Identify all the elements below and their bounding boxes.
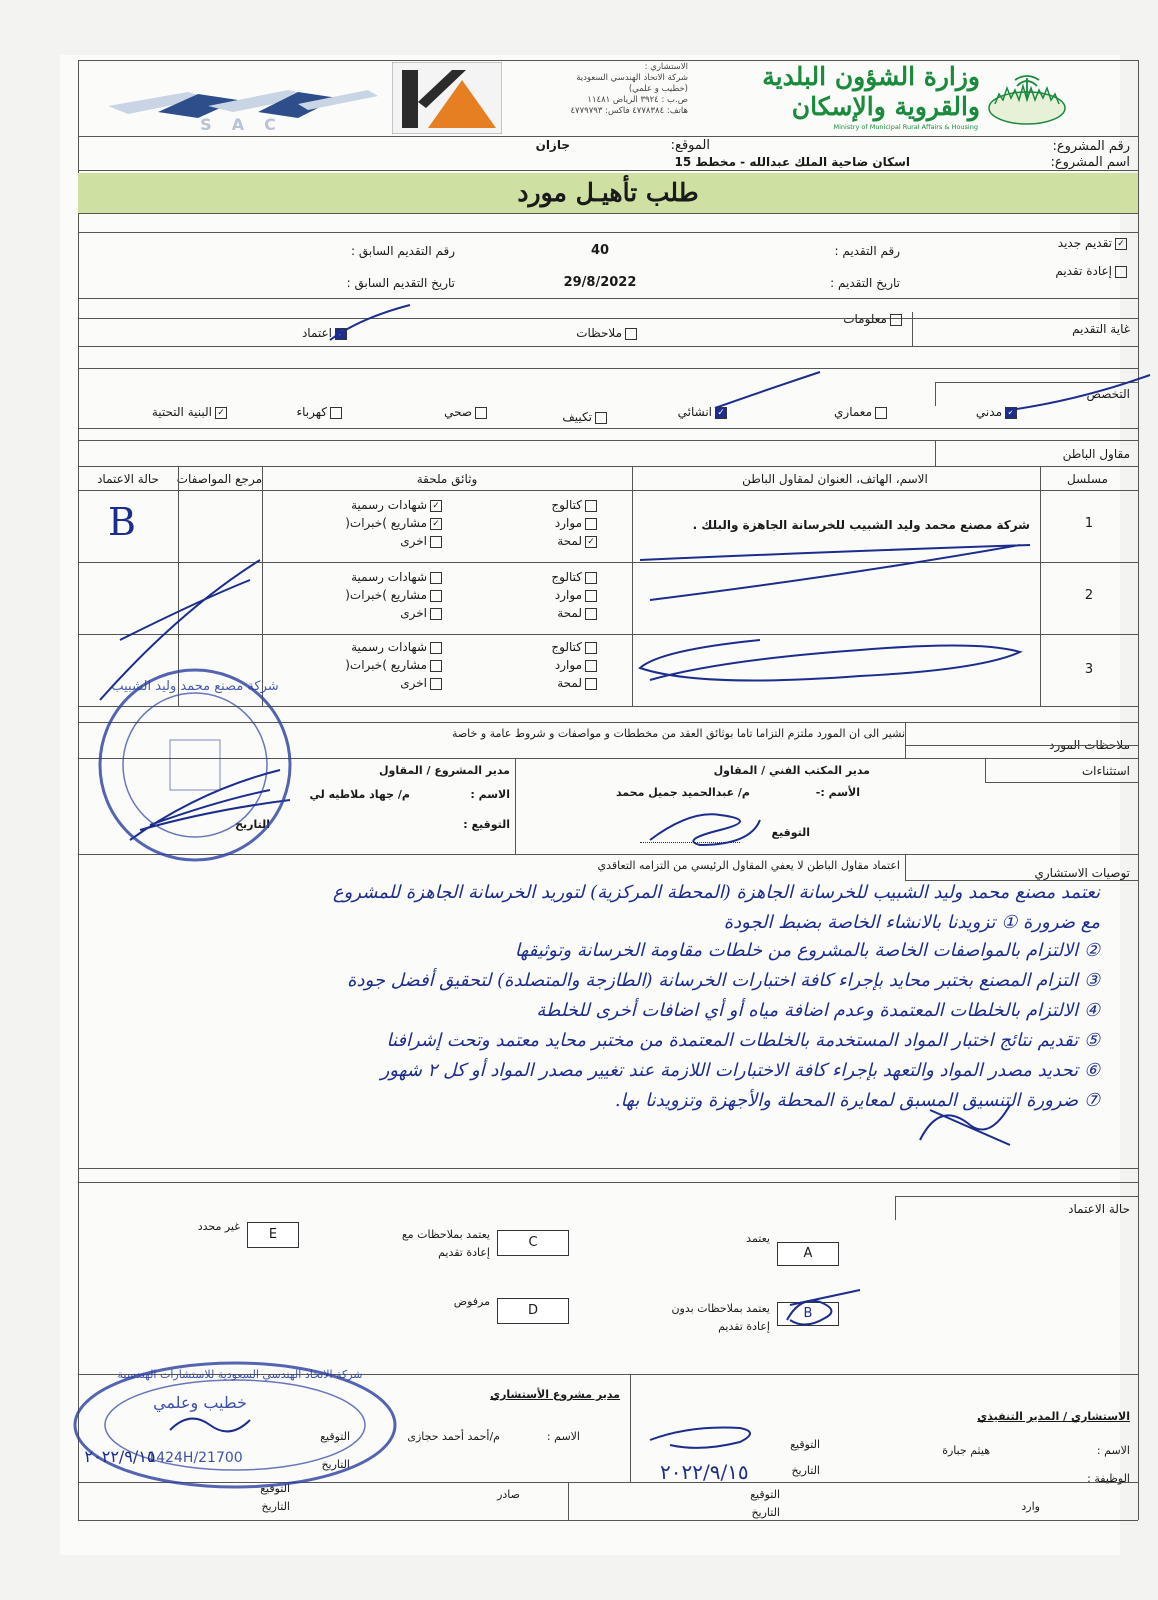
- handwritten-line-5: ④ الالتزام بالخلطات المعتمدة وعدم اضافة مياه أو أي اضافات أخرى للخلطة: [536, 1000, 1100, 1021]
- pm-name: م/ جهاد ملاطيه لي: [309, 788, 410, 801]
- status-c-text2: إعادة تقديم: [438, 1246, 490, 1259]
- status-box-b[interactable]: B: [777, 1302, 839, 1326]
- doc-overview-label: لمحة: [557, 534, 582, 548]
- consultant-line: الاستشاري :: [644, 62, 688, 72]
- consultant-stamp-signature: [170, 1419, 250, 1432]
- doc-projects-checkbox[interactable]: ✓: [430, 518, 442, 530]
- consultant-stamp-number: 1424H/21700: [147, 1450, 243, 1466]
- prev-submission-number-label: رقم التقديم السابق :: [350, 244, 455, 258]
- project-number-label: رقم المشروع:: [1052, 139, 1130, 154]
- doc-resources-label: موارد: [554, 516, 582, 530]
- footer-outgoing: صادر: [497, 1488, 520, 1501]
- status-a-text: يعتمد: [746, 1232, 770, 1245]
- project-name: اسكان ضاحية الملك عبدالله - مخطط 15: [674, 155, 910, 169]
- exec-name-label: الاسم :: [1096, 1444, 1130, 1457]
- spec-infrastructure-checkbox[interactable]: ✓: [215, 407, 227, 419]
- status-d-text: مرفوض: [453, 1295, 490, 1308]
- footer-outgoing-date: التاريخ: [261, 1500, 290, 1513]
- consultant-stamp-inner: خطيب وعلمي: [153, 1393, 247, 1412]
- handwritten-line-1: نعتمد مصنع محمد وليد الشبيب للخرسانة الجاهزة (المحطة المركزية) لتوريد الخرسانة الجاهزة للمشروع: [332, 882, 1100, 903]
- supplier-stamp-text: شركة مصنع محمد وليد الشبيب: [111, 679, 279, 694]
- consultant-stamp-date: ٢٠٢٢/٩/١٥: [84, 1447, 156, 1466]
- handwritten-line-8: ⑦ ضرورة التنسيق المسبق لمعايرة المحطة والأجهزة وتزويدنا بها.: [614, 1090, 1100, 1111]
- project-name-label: اسم المشروع:: [1050, 155, 1130, 170]
- doc-other-label: اخرى: [400, 606, 427, 620]
- doc-projects-label: مشاريع )خبرات(: [345, 588, 427, 602]
- col-header-name: الاسم، الهاتف، العنوان لمقاول الباطن: [742, 472, 928, 486]
- spec-architectural-label: معماري: [834, 405, 872, 419]
- status-e-text: غير محدد: [197, 1220, 240, 1233]
- spec-civil-checkbox[interactable]: ✓: [1005, 407, 1017, 419]
- row-2-num: 2: [1084, 588, 1094, 603]
- consultant-pm-sign-label: التوقيع: [320, 1430, 350, 1443]
- status-c-text: يعتمد بملاحظات مع: [401, 1228, 490, 1241]
- pm-date-label: التاريخ: [235, 818, 270, 831]
- row-3-num: 3: [1084, 662, 1094, 677]
- doc-other-label: اخرى: [400, 534, 427, 548]
- doc-projects-label: مشاريع )خبرات(: [345, 658, 427, 672]
- office-signature: [650, 814, 760, 845]
- doc-certificates-label: شهادات رسمية: [351, 640, 427, 654]
- row-1-num: 1: [1084, 516, 1094, 531]
- doc-overview-label: لمحة: [557, 676, 582, 690]
- office-manager-title: مدير المكتب الفني / المقاول: [713, 764, 870, 777]
- approval-status-label: حالة الاعتماد: [1068, 1202, 1130, 1216]
- exec-date-handwritten: ٢٠٢٢/٩/١٥: [660, 1460, 749, 1484]
- row-3-strike-stroke: [640, 640, 1020, 681]
- approval-check-stroke: [330, 305, 410, 340]
- handwritten-line-3: ② الالتزام بالمواصفات الخاصة بالمشروع من خلطات مقاومة الخرسانة وتوثيقها: [514, 940, 1100, 961]
- exec-signature: [650, 1428, 750, 1448]
- office-name: م/ عبدالحميد جميل محمد: [615, 786, 750, 799]
- doc-projects-label: مشاريع )خبرات(: [345, 516, 427, 530]
- exec-job-label: الوظيفة :: [1087, 1472, 1130, 1485]
- submission-date-value: 29/8/2022: [563, 275, 637, 290]
- site-value: جازان: [535, 138, 570, 152]
- col-header-serial: مسلسل: [1067, 472, 1108, 486]
- footer-incoming-date: التاريخ: [751, 1506, 780, 1519]
- col-header-status: حالة الاعتماد: [97, 472, 159, 486]
- handwritten-line-4: ③ التزام المصنع بختبر محايد بإجراء كافة اختبارات الخرسانة (الطازجة والمتصلدة) لتحقيق أفضل جودة: [347, 970, 1100, 991]
- consultant-line: ص.ب : ٣٩٢٤ الرياض ١١٤٨١: [587, 95, 688, 105]
- recommendations-text: اعتماد مقاول الباطن لا يعفي المقاول الرئيسي من التزامه التعاقدي: [597, 859, 900, 872]
- consultant-line: شركة الاتحاد الهندسي السعودية: [576, 73, 688, 83]
- doc-certificates-checkbox[interactable]: ✓: [430, 500, 442, 512]
- status-strike-stroke-2: [120, 580, 250, 640]
- doc-certificates-label: شهادات رسمية: [351, 570, 427, 584]
- purpose-notes-label: ملاحظات: [576, 326, 622, 340]
- doc-overview-label: لمحة: [557, 606, 582, 620]
- doc-resources-label: موارد: [554, 588, 582, 602]
- doc-overview-checkbox[interactable]: ✓: [585, 536, 597, 548]
- submission-number-label: رقم التقديم :: [834, 244, 900, 258]
- site-label: الموقع:: [670, 138, 710, 153]
- footer-incoming-sign: التوقيع: [750, 1488, 780, 1501]
- consultant-pm-title: مدير مشروع الأستشاري: [489, 1388, 620, 1401]
- new-submission-checkbox[interactable]: ✓: [1115, 238, 1127, 250]
- exec-date-label: التاريخ: [791, 1464, 820, 1477]
- spec-civil-label: مدني: [975, 405, 1002, 419]
- purpose-label: غاية التقديم: [1072, 322, 1130, 336]
- consultant-line: (خطيب و علمي): [628, 84, 688, 94]
- purpose-approval-label: اعتماد: [301, 326, 332, 340]
- pm-name-label: الاسم :: [470, 788, 510, 801]
- recommendations-label: توصيات الاستشاري: [1034, 866, 1130, 880]
- submission-date-label: تاريخ التقديم :: [830, 276, 900, 290]
- footer-outgoing-sign: التوقيع: [260, 1482, 290, 1495]
- status-b-text: يعتمد بملاحظات بدون: [671, 1302, 770, 1315]
- supplier-notes-label: ملاحظات المورد: [1049, 738, 1130, 752]
- sac-logo-text: SAC: [200, 115, 296, 132]
- spec-structural-checkbox[interactable]: ✓: [715, 407, 727, 419]
- office-sign-label: التوقيع: [771, 826, 810, 839]
- status-box-c[interactable]: C: [497, 1230, 569, 1256]
- spec-structural-label: انشائي: [677, 405, 712, 419]
- spec-electrical-label: كهرباء: [296, 405, 327, 419]
- row-1-name: شركة مصنع محمد وليد الشبيب للخرسانة الجاهزة والبلك .: [692, 518, 1030, 532]
- structural-check-stroke: [715, 372, 820, 408]
- row-2-strike-stroke: [640, 545, 1030, 600]
- purpose-approval-checkbox[interactable]: ✓: [335, 328, 347, 340]
- doc-certificates-label: شهادات رسمية: [351, 498, 427, 512]
- pm-sign-label: التوقيع :: [463, 818, 510, 831]
- consultant-pm-date-label: التاريخ: [321, 1458, 350, 1471]
- exec-sign-label: التوقيع: [790, 1438, 820, 1451]
- purpose-info-label: معلومات: [843, 312, 887, 326]
- consultant-exec-title: الاستشاري / المدير التنفيذي: [977, 1410, 1130, 1423]
- ministry-name-en: Ministry of Municipal Rural Affairs & Housing: [833, 123, 978, 131]
- footer-incoming: وارد: [1021, 1500, 1040, 1513]
- form-title: طلب تأهيـل مورد: [517, 178, 699, 207]
- pm-title: مدير المشروع / المقاول: [378, 764, 510, 777]
- status-box-e[interactable]: E: [247, 1222, 299, 1248]
- prev-submission-date-label: تاريخ التقديم السابق :: [346, 276, 455, 290]
- handwritten-line-7: ⑥ تحديد مصدر المواد والتعهد بإجراء كافة الاختبارات اللازمة عند تغيير مصدر المواد أو كل ٢ شهور: [380, 1060, 1100, 1081]
- office-name-label: الأسم :-: [815, 786, 860, 799]
- exec-name: هيثم جبارة: [942, 1444, 990, 1457]
- submission-number-value: 40: [590, 243, 610, 258]
- ministry-name-line1: وزارة الشؤون البلدية: [762, 62, 980, 91]
- row-1-status: B: [108, 500, 136, 544]
- consultant-stamp-text: شركة الاتحاد الهندسي السعودية للاستشارات الهندسية: [117, 1368, 363, 1381]
- status-box-d[interactable]: D: [497, 1298, 569, 1324]
- spec-infrastructure-label: البنية التحتية: [151, 405, 212, 419]
- consultant-pm-name-label: الاسم :: [546, 1430, 580, 1443]
- doc-catalog-label: كتالوج: [551, 498, 582, 512]
- consultant-line: هاتف: ٤٧٧٨٣٨٤ فاكس: ٤٧٧٩٧٩٣: [570, 106, 688, 116]
- recommendations-signature: [920, 1105, 1010, 1145]
- resubmit-label: إعادة تقديم: [1055, 264, 1112, 278]
- ministry-name-line2: والقروية والإسكان: [791, 92, 980, 121]
- status-box-a[interactable]: A: [777, 1242, 839, 1266]
- consultant-pm-name: م/أحمد أحمد حجازى: [407, 1430, 500, 1443]
- supplier-notes-text: نشير الى ان المورد ملتزم التزاما تاما بوثائق العقد من مخططات و مواصفات و شروط عامة و خاصة: [451, 727, 905, 740]
- status-b-text2: إعادة تقديم: [718, 1320, 770, 1333]
- civil-check-stroke: [1010, 375, 1150, 410]
- doc-resources-label: موارد: [554, 658, 582, 672]
- col-header-spec-ref: مرجع المواصفات: [176, 472, 262, 486]
- doc-other-label: اخرى: [400, 676, 427, 690]
- exceptions-label: استثناءات: [1081, 764, 1130, 778]
- specialization-label: التخصص: [1086, 387, 1130, 401]
- spec-plumbing-label: صحي: [444, 405, 472, 419]
- doc-catalog-label: كتالوج: [551, 640, 582, 654]
- supplier-stamp: [100, 670, 290, 860]
- consultant-stamp: [75, 1363, 395, 1487]
- new-submission-label: تقديم جديد: [1057, 236, 1112, 250]
- col-header-docs: وثائق ملحقة: [416, 472, 478, 486]
- doc-catalog-label: كتالوج: [551, 570, 582, 584]
- spec-hvac-label: تكييف: [562, 410, 592, 424]
- status-b-check: [790, 1290, 860, 1305]
- handwritten-line-2: مع ضرورة ① تزويدنا بالانشاء الخاصة بضبط الجودة: [723, 912, 1100, 933]
- subcontractor-label: مقاول الباطن: [1062, 447, 1130, 461]
- handwritten-line-6: ⑤ تقديم نتائج اختبار المواد المستخدمة بالخلطات المعتمدة من مختبر محايد معتمد وتحت إشرافنا: [386, 1030, 1100, 1051]
